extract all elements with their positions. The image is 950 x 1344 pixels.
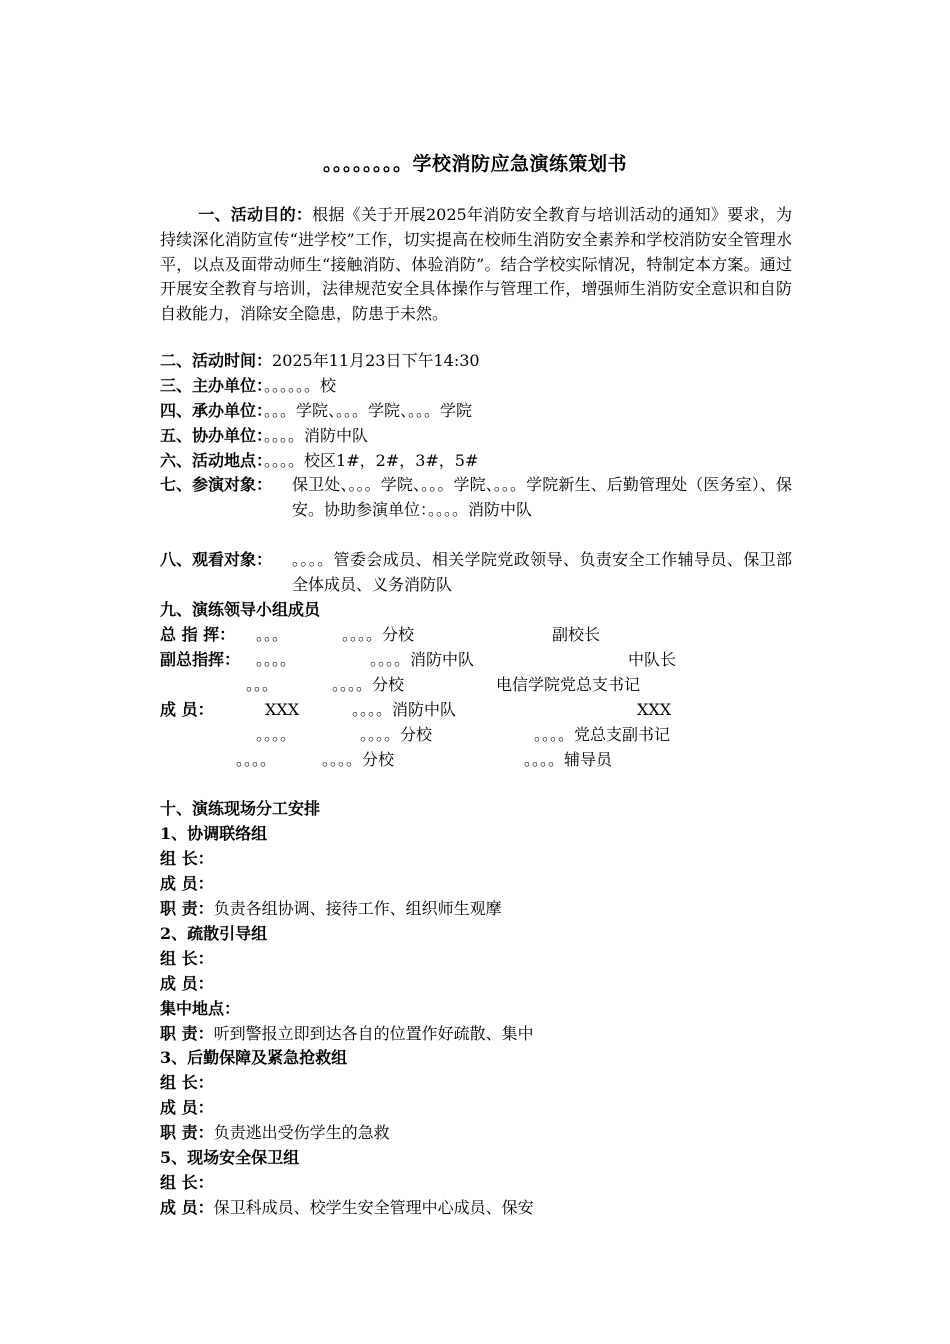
member-3-unit: 。。。。分校 <box>322 750 395 769</box>
purpose-paragraph <box>160 203 792 327</box>
group-1-duty: 职 责：负责各组协调、接待工作、组织师生观摩 <box>160 899 502 918</box>
leadership-heading: 九、演练领导小组成员 <box>160 600 321 619</box>
member-2-name: 。。。。 <box>256 725 297 744</box>
member-1-title: XXX <box>637 700 672 719</box>
organizer-unit: 四、承办单位：。。。学院、。。。学院、。。。学院 <box>160 401 473 420</box>
group-2-duty: 职 责：听到警报立即到达各自的位置作好疏散、集中 <box>160 1024 534 1043</box>
group-3-leader-label: 组 长： <box>160 1073 214 1092</box>
audience-section <box>160 548 792 598</box>
audience-label: 八、观看对象： <box>160 550 273 569</box>
deputy2-title: 电信学院党总支书记 <box>496 675 641 694</box>
member-2-unit: 。。。。分校 <box>360 725 433 744</box>
deputy-label: 副总指挥： <box>160 650 241 669</box>
activity-location: 六、活动地点：。。。。校区1#，2#，3#，5# <box>160 451 479 470</box>
member-3-title: 。。。。辅导员 <box>524 750 613 769</box>
member-2-title: 。。。。党总支副书记 <box>534 725 671 744</box>
group-1-leader-label: 组 长： <box>160 849 214 868</box>
group-2-member-label: 成 员： <box>160 974 214 993</box>
document-title: 。。。。。。。。学校消防应急演练策划书 <box>322 153 627 175</box>
group-3-duty: 职 责：负责逃出受伤学生的急救 <box>160 1123 390 1142</box>
member-3-name: 。。。。 <box>236 750 277 769</box>
deputy-name: 。。。。 <box>256 650 297 669</box>
co-organizer-unit: 五、协办单位：。。。。消防中队 <box>160 426 369 445</box>
audience-text: 。。。。管委会成员、相关学院党政领导、负责安全工作辅导员、保卫部全体成员、义务消防队 <box>292 550 792 594</box>
purpose-text: 根据《关于开展2025年消防安全教育与培训活动的通知》要求，为持续深化消防宣传“进学校”工作，切实提高在校师生消防安全素养和学校消防安全管理水平，以点及面带动师生“接触消防、体验消防”。结合学校实际情况，特制定本方案。通过开展安全教育与培训，法律规范安全具体操作与管理工作，增强师生消防安全意识和自防自救能力，消除安全隐患，防患于未然。 <box>160 205 792 324</box>
commander-label: 总 指 挥： <box>160 625 236 644</box>
participants-label: 七、参演对象： <box>160 475 273 494</box>
commander-title: 副校长 <box>552 625 601 644</box>
division-heading: 十、演练现场分工安排 <box>160 799 321 818</box>
deputy2-name: 。。。 <box>246 675 279 694</box>
group-3-member-label: 成 员： <box>160 1098 214 1117</box>
participants-section <box>160 473 792 523</box>
member-1-name: XXX <box>265 700 300 719</box>
activity-time: 二、活动时间：2025年11月23日下午14:30 <box>160 351 480 370</box>
host-unit: 三、主办单位：。。。。。。校 <box>160 376 337 395</box>
group-2-leader-label: 组 长： <box>160 949 214 968</box>
group-5-name: 5、现场安全保卫组 <box>160 1148 300 1167</box>
deputy-title: 中队长 <box>628 650 677 669</box>
group-1-name: 1、协调联络组 <box>160 824 268 843</box>
member-1-unit: 。。。。消防中队 <box>352 700 457 719</box>
group-5-members: 成 员：保卫科成员、校学生安全管理中心成员、保安 <box>160 1198 534 1217</box>
group-2-name: 2、疏散引导组 <box>160 924 268 943</box>
group-2-gather-label: 集中地点： <box>160 999 241 1018</box>
group-5-leader-label: 组 长： <box>160 1173 214 1192</box>
purpose-label: 一、活动目的： <box>198 205 313 224</box>
members-label: 成 员： <box>160 700 214 719</box>
group-3-name: 3、后勤保障及紧急抢救组 <box>160 1048 348 1067</box>
deputy2-unit: 。。。。分校 <box>332 675 405 694</box>
commander-unit: 。。。。分校 <box>342 625 415 644</box>
participants-text: 保卫处、。。。学院、。。。学院、。。。学院新生、后勤管理处（医务室）、保安。协助参演单位：。。。。消防中队 <box>292 475 792 519</box>
commander-name: 。。。 <box>256 625 289 644</box>
deputy-unit: 。。。。消防中队 <box>370 650 475 669</box>
group-1-member-label: 成 员： <box>160 874 214 893</box>
